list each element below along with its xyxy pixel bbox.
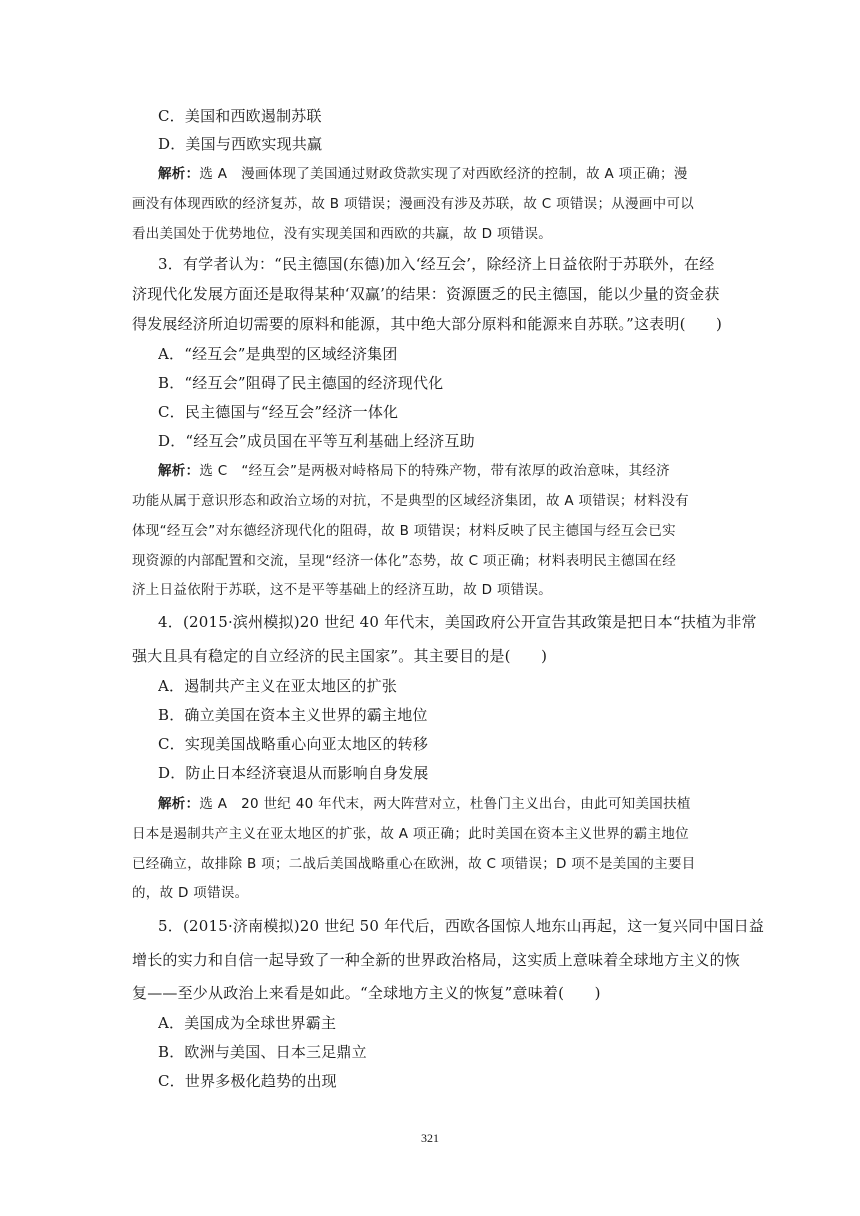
answer-explanation-2 <box>158 164 768 184</box>
option-c: C．实现美国战略重心向亚太地区的转移 <box>158 735 429 753</box>
answer-text: 功能从属于意识形态和政治立场的对抗，不是典型的区域经济集团，故 A 项错误；材料没有 <box>132 493 689 509</box>
answer-text: 漫画体现了美国通过财政贷款实现了对西欧经济的控制，故 A 项正确；漫 <box>241 166 688 182</box>
option-a: A．遏制共产主义在亚太地区的扩张 <box>158 677 398 695</box>
answer-text: 现资源的内部配置和交流，呈现“经济一体化”态势，故 C 项正确；材料表明民主德国在经 <box>132 553 677 569</box>
option-d: D．防止日本经济衰退从而影响自身发展 <box>158 764 429 782</box>
question-4: 4．(2015·滨州模拟)20 世纪 40 年代末，美国政府公开宣告其政策是把日本“扶植为非常 <box>158 613 757 631</box>
answer-explanation-3 <box>158 461 768 481</box>
answer-choice: 选 A <box>199 796 242 812</box>
question-4-text: 强大且具有稳定的自立经济的民主国家”。其主要目的是( ) <box>132 647 548 665</box>
option-d: D．美国与西欧实现共赢 <box>158 135 323 153</box>
option-c: C．美国和西欧遏制苏联 <box>158 107 322 125</box>
page-number: 321 <box>421 1131 439 1145</box>
option-c: C．世界多极化趋势的出现 <box>158 1072 337 1090</box>
option-b: B．确立美国在资本主义世界的霸主地位 <box>158 706 428 724</box>
option-b: B．“经互会”阻碍了民主德国的经济现代化 <box>158 374 444 392</box>
question-5-text: 增长的实力和自信一起导致了一种全新的世界政治格局，这实质上意味着全球地方主义的恢 <box>132 951 741 969</box>
answer-text: 20 世纪 40 年代末，两大阵营对立，杜鲁门主义出台，由此可知美国扶植 <box>241 796 691 812</box>
answer-text: 的，故 D 项错误。 <box>132 885 249 901</box>
answer-text: 已经确立，故排除 B 项；二战后美国战略重心在欧洲，故 C 项错误；D 项不是美国的主要目 <box>132 856 696 872</box>
answer-text: 日本是遏制共产主义在亚太地区的扩张，故 A 项正确；此时美国在资本主义世界的霸主地位 <box>132 826 689 842</box>
answer-label: 解析： <box>158 796 200 812</box>
answer-choice: 选 C <box>199 463 242 479</box>
question-3-text: 得发展经济所迫切需要的原料和能源，其中绝大部分原料和能源来自苏联。”这表明( ) <box>132 315 723 333</box>
answer-choice: 选 A <box>199 166 242 182</box>
answer-text: “经互会”是两极对峙格局下的特殊产物，带有浓厚的政治意味，其经济 <box>241 463 670 479</box>
answer-text: 画没有体现西欧的经济复苏，故 B 项错误；漫画没有涉及苏联，故 C 项错误；从漫画中可以 <box>132 196 695 212</box>
question-3: 3．有学者认为：“民主德国(东德)加入‘经互会’，除经济上日益依附于苏联外，在经 <box>158 255 715 273</box>
option-a: A．美国成为全球世界霸主 <box>158 1014 337 1032</box>
option-b: B．欧洲与美国、日本三足鼎立 <box>158 1043 367 1061</box>
answer-explanation-4 <box>158 794 768 814</box>
option-d: D．“经互会”成员国在平等互利基础上经济互助 <box>158 432 475 450</box>
option-c: C．民主德国与“经互会”经济一体化 <box>158 403 399 421</box>
answer-label: 解析： <box>158 166 200 182</box>
answer-text: 看出美国处于优势地位，没有实现美国和西欧的共赢，故 D 项错误。 <box>132 226 553 242</box>
answer-label: 解析： <box>158 463 200 479</box>
answer-text: 济上日益依附于苏联，这不是平等基础上的经济互助，故 D 项错误。 <box>132 582 553 598</box>
question-3-text: 济现代化发展方面还是取得某种‘双赢’的结果：资源匮乏的民主德国，能以少量的资金获 <box>132 285 720 303</box>
answer-text: 体现“经互会”对东德经济现代化的阻碍，故 B 项错误；材料反映了民主德国与经互会已实 <box>132 523 676 539</box>
option-a: A．“经互会”是典型的区域经济集团 <box>158 345 398 363</box>
question-5-text: 复——至少从政治上来看是如此。“全球地方主义的恢复”意味着( ) <box>132 984 601 1002</box>
question-5: 5．(2015·济南模拟)20 世纪 50 年代后，西欧各国惊人地东山再起，这一复兴同中国日益 <box>158 917 765 935</box>
